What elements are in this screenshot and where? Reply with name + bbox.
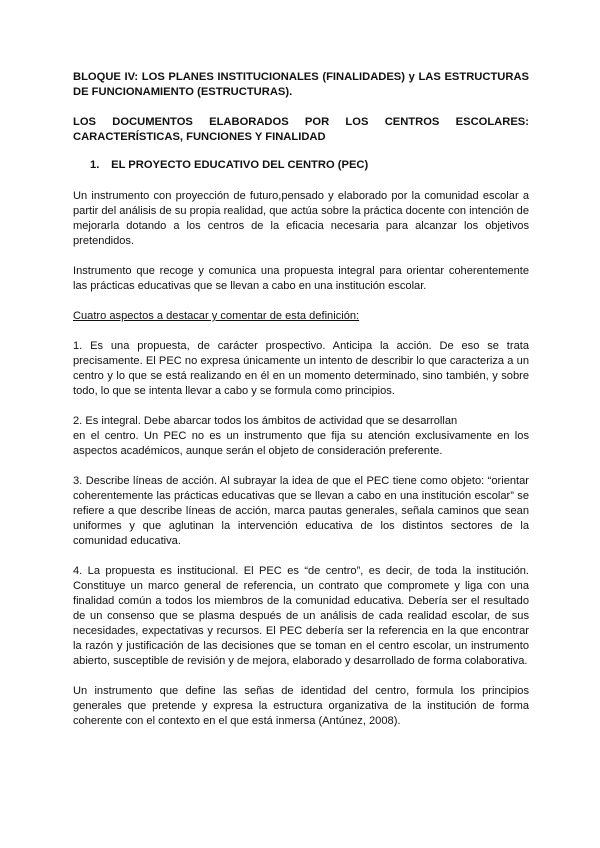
aspect-4-paragraph: 4. La propuesta es institucional. El PEC es “de centro”, es decir, de toda la institución. Constituye un marco general de referencia, un contrato que compromete y liga con una finalidad común a todos los miembros de la comunidad educativa. Debería ser el resultado de un consenso que se plasma después de un análisis de cada realidad escolar, de sus necesidades, expectativas y recursos. El PEC debería ser la referencia en la que encontrar la razón y justificación de las decisiones que se toman en el centro escolar, un instrumento abierto, susceptible de revisión y de mejora, elaborado y desarrollado de forma colaborativa.: [73, 565, 529, 667]
aspect-2-line1: 2. Es integral. Debe abarcar todos los ámbitos de actividad que se desarrollan: [73, 415, 458, 427]
aspect-1-paragraph: 1. Es una propuesta, de carácter prospectivo. Anticipa la acción. De eso se trata precisamente. El PEC no expresa únicamente un intento de describir lo que caracteriza a un centro y lo que se está realizando en él en un momento determinado, sino también, y sobre todo, lo que se intenta llevar a cabo y se formula como principios.: [73, 340, 529, 397]
documents-heading-line2: CARACTERÍSTICAS, FUNCIONES Y FINALIDAD: [73, 131, 326, 143]
aspects-intro-text: Cuatro aspectos a destacar y comentar de esta definición:: [73, 310, 360, 322]
aspect-2-rest: en el centro. Un PEC no es un instrumento que fija su atención exclusivamente en los aspectos académicos, aunque serán el objeto de consideración preferente.: [73, 430, 529, 457]
definition-paragraph-2: Instrumento que recoge y comunica una propuesta integral para orientar coherentemente las prácticas educativas que se llevan a cabo en una institución escolar.: [73, 265, 529, 292]
section-heading: [90, 158, 529, 173]
section-title: EL PROYECTO EDUCATIVO DEL CENTRO (PEC): [111, 159, 369, 171]
aspect-3-paragraph: 3. Describe líneas de acción. Al subrayar la idea de que el PEC tiene como objeto: “orientar coherentemente las prácticas educativas que se llevan a cabo en una institución escolar” se refiere a que describe líneas de acción, marca pautas generales, señala caminos que sean uniformes y que aglutinan la intervención educativa de los distintos sectores de la comunidad educativa.: [73, 475, 529, 547]
definition-paragraph-1: Un instrumento con proyección de futuro,pensado y elaborado por la comunidad escolar a partir del análisis de su propia realidad, que actúa sobre la práctica docente con intención de mejorarla dotando a los centros de la eficacia necesaria para alcanzar los objetivos pretendidos.: [73, 190, 529, 247]
section-number: 1.: [90, 159, 100, 171]
aspect-2-paragraph: [73, 414, 529, 459]
document-page: [73, 70, 529, 744]
documents-heading: [73, 115, 529, 145]
aspects-intro: [73, 309, 529, 324]
block-heading: BLOQUE IV: LOS PLANES INSTITUCIONALES (FINALIDADES) y LAS ESTRUCTURAS DE FUNCIONAMIENTO (ESTRUCTURAS).: [73, 71, 529, 98]
summary-paragraph: Un instrumento que define las señas de identidad del centro, formula los principios generales que pretende y expresa la estructura organizativa de la institución de forma coherente con el contexto en el que está inmersa (Antúnez, 2008).: [73, 685, 529, 727]
documents-heading-line1: LOS DOCUMENTOS ELABORADOS POR LOS CENTROS ESCOLARES:: [73, 116, 529, 128]
